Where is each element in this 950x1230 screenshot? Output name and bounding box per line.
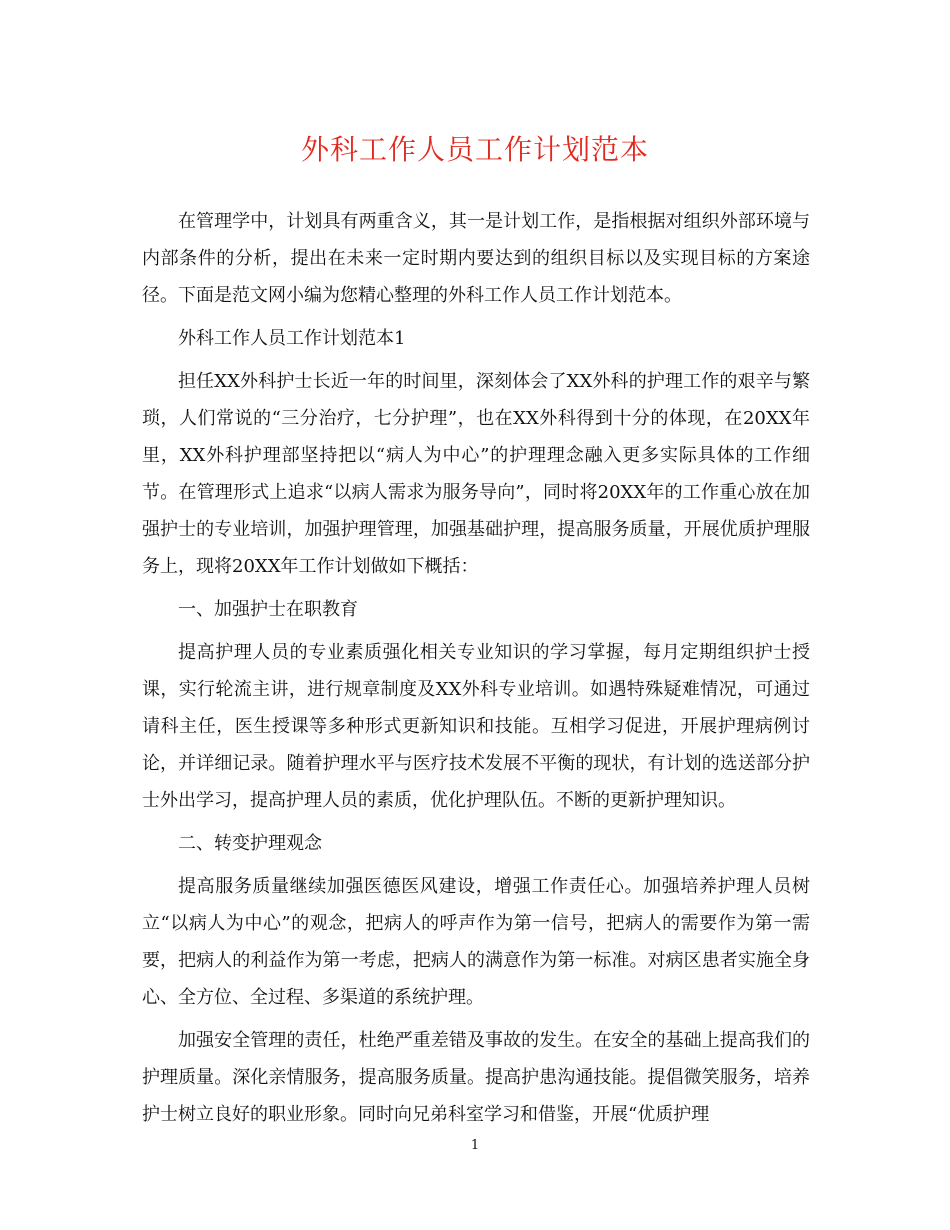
- page-number: 1: [470, 1138, 480, 1153]
- document-body: [142, 203, 810, 1139]
- paragraph-intro: 在管理学中，计划具有两重含义，其一是计划工作，是指根据对组织外部环境与内部条件的分析，提出在未来一定时期内要达到的组织目标以及实现目标的方案途径。下面是范文网小编为您精心整理的外科工作人员工作计划范本。: [142, 211, 810, 306]
- section-heading-plan-1: 外科工作人员工作计划范本1: [178, 328, 406, 349]
- document-title: 外科工作人员工作计划范本: [300, 133, 649, 166]
- paragraph-safety: 加强安全管理的责任，杜绝严重差错及事故的发生。在安全的基础上提高我们的护理质量。深化亲情服务，提高服务质量。提高护患沟通技能。提倡微笑服务，培养护士树立良好的职业形象。同时向兄弟科室学习和借鉴，开展“优质护理: [142, 1030, 810, 1125]
- section-heading-concept: 二、转变护理观念: [178, 833, 322, 854]
- paragraph-overview: 担任XX外科护士长近一年的时间里，深刻体会了XX外科的护理工作的艰辛与繁琐，人们常说的“三分治疗，七分护理”，也在XX外科得到十分的体现，在20XX年里，XX外科护理部坚持把以“病人为中心”的护理理念融入更多实际具体的工作细节。在管理形式上追求“以病人需求为服务导向”，同时将20XX年的工作重心放在加强护士的专业培训，加强护理管理，加强基础护理，提高服务质量，开展优质护理服务上，现将20XX年工作计划做如下概括：: [142, 371, 810, 577]
- section-heading-education: 一、加强护士在职教育: [178, 599, 358, 620]
- paragraph-service-quality: 提高服务质量继续加强医德医风建设，增强工作责任心。加强培养护理人员树立“以病人为中心”的观念，把病人的呼声作为第一信号，把病人的需要作为第一需要，把病人的利益作为第一考虑，把病人的满意作为第一标准。对病区患者实施全身心、全方位、全过程、多渠道的系统护理。: [142, 876, 810, 1008]
- paragraph-education: 提高护理人员的专业素质强化相关专业知识的学习掌握，每月定期组织护士授课，实行轮流主讲，进行规章制度及XX外科专业培训。如遇特殊疑难情况，可通过请科主任，医生授课等多种形式更新知识和技能。互相学习促进，开展护理病例讨论，并详细记录。随着护理水平与医疗技术发展不平衡的现状，有计划的选送部分护士外出学习，提高护理人员的素质，优化护理队伍。不断的更新护理知识。: [142, 642, 810, 811]
